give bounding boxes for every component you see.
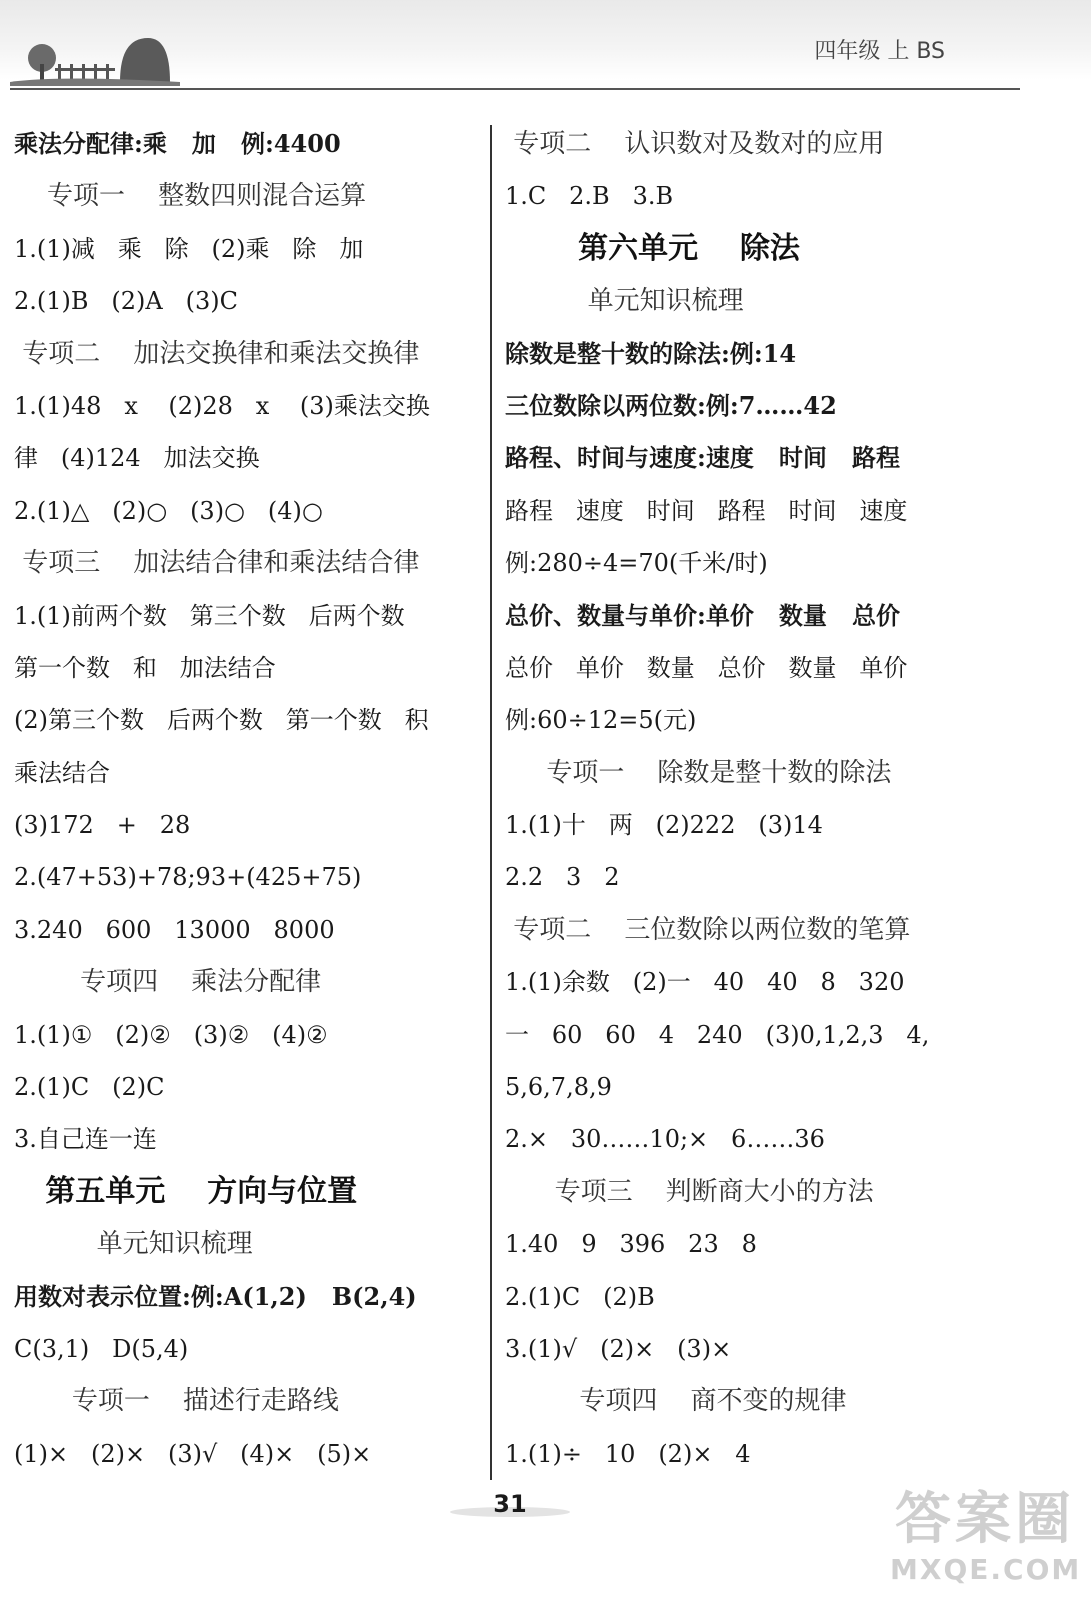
right-answer-line: 1.(1)÷ 10 (2)× 4 [505, 1439, 751, 1468]
left-section-heading: 专项一 整数四则混合运算 [14, 181, 367, 212]
right-answer-line: 总价 单价 数量 总价 数量 单价 [505, 653, 908, 682]
right-answer-line: 1.40 9 396 23 8 [505, 1230, 757, 1259]
header-rule [10, 88, 1020, 90]
right-section-heading: 单元知识梳理 [505, 286, 744, 317]
left-answer-line: (1)× (2)× (3)√ (4)× (5)× [14, 1439, 372, 1468]
left-answer-line: 2.(1)C (2)C [14, 1073, 165, 1102]
left-section-heading: 专项二 加法交换律和乘法交换律 [14, 338, 420, 369]
left-answer-line: 1.(1)前两个数 第三个数 后两个数 [14, 601, 405, 630]
right-answer-line: 一 60 60 4 240 (3)0,1,2,3 4, [505, 1020, 930, 1049]
right-unit-title: 第六单元 除法 [505, 230, 800, 266]
right-answer-line: 3.(1)√ (2)× (3)× [505, 1334, 732, 1363]
right-section-heading: 专项三 判断商大小的方法 [505, 1176, 874, 1207]
right-answer-line: 1.(1)余数 (2)一 40 40 8 320 [505, 968, 905, 997]
right-answer-line: 三位数除以两位数:例:7……42 [505, 390, 837, 420]
page-header [0, 0, 1091, 95]
left-answer-line: 3.自己连一连 [14, 1125, 157, 1154]
left-answer-line: 2.(1)△ (2)○ (3)○ (4)○ [14, 496, 323, 525]
left-answer-line: C(3,1) D(5,4) [14, 1334, 189, 1363]
right-answer-line: 路程、时间与速度:速度 时间 路程 [505, 443, 900, 473]
column-divider [490, 125, 492, 1480]
left-answer-line: 第一个数 和 加法结合 [14, 653, 276, 682]
left-answer-line: (3)172 + 28 [14, 811, 191, 840]
right-section-heading: 专项四 商不变的规律 [505, 1386, 847, 1417]
right-answer-line: 2.2 3 2 [505, 863, 620, 892]
left-answer-line: 乘法结合 [14, 758, 110, 787]
right-section-heading: 专项二 认识数对及数对的应用 [505, 129, 885, 159]
left-section-heading: 单元知识梳理 [14, 1229, 253, 1260]
left-answer-line: (2)第三个数 后两个数 第一个数 积 [14, 706, 429, 735]
right-answer-line: 例:60÷12=5(元) [505, 706, 697, 735]
grade-label: 四年级 上 BS [814, 39, 945, 64]
left-answer-line: 乘法分配律:乘 加 例:4400 [14, 129, 341, 158]
right-answer-line: 2.× 30……10;× 6……36 [505, 1125, 825, 1154]
left-section-heading: 专项四 乘法分配律 [14, 967, 322, 998]
page-number: 31 [493, 1490, 527, 1518]
right-answer-line: 2.(1)C (2)B [505, 1282, 655, 1311]
left-section-heading: 专项一 描述行走路线 [14, 1386, 339, 1417]
left-answer-line: 1.(1)① (2)② (3)② (4)② [14, 1020, 328, 1049]
left-answer-line: 1.(1)减 乘 除 (2)乘 除 加 [14, 234, 364, 263]
left-answer-line: 律 (4)124 加法交换 [14, 444, 260, 473]
right-answer-line: 总价、数量与单价:单价 数量 总价 [505, 600, 900, 630]
left-column [14, 118, 482, 1480]
right-section-heading: 专项一 除数是整十数的除法 [505, 757, 892, 788]
left-answer-line: 用数对表示位置:例:A(1,2) B(2,4) [14, 1281, 417, 1311]
landscape-decoration-icon [0, 20, 200, 90]
left-section-heading: 专项三 加法结合律和乘法结合律 [14, 548, 420, 579]
right-answer-line: 除数是整十数的除法:例:14 [505, 338, 797, 368]
right-answer-line: 路程 速度 时间 路程 时间 速度 [505, 496, 908, 525]
right-answer-line: 1.C 2.B 3.B [505, 182, 674, 211]
left-answer-line: 1.(1)48 x (2)28 x (3)乘法交换 [14, 391, 430, 420]
right-answer-line: 例:280÷4=70(千米/时) [505, 549, 768, 578]
left-answer-line: 2.(1)B (2)A (3)C [14, 287, 238, 316]
right-answer-line: 5,6,7,8,9 [505, 1073, 612, 1102]
watermark-logo-text: 答案圈 [895, 1487, 1075, 1552]
watermark [890, 1485, 1080, 1595]
right-section-heading: 专项二 三位数除以两位数的笔算 [505, 914, 911, 945]
watermark-url: MXQE.COM [890, 1553, 1082, 1586]
right-answer-line: 1.(1)十 两 (2)222 (3)14 [505, 811, 823, 840]
right-column [505, 118, 985, 1480]
left-answer-line: 2.(47+53)+78;93+(425+75) [14, 863, 362, 892]
left-answer-line: 3.240 600 13000 8000 [14, 915, 335, 944]
left-unit-title: 第五单元 方向与位置 [14, 1173, 358, 1209]
